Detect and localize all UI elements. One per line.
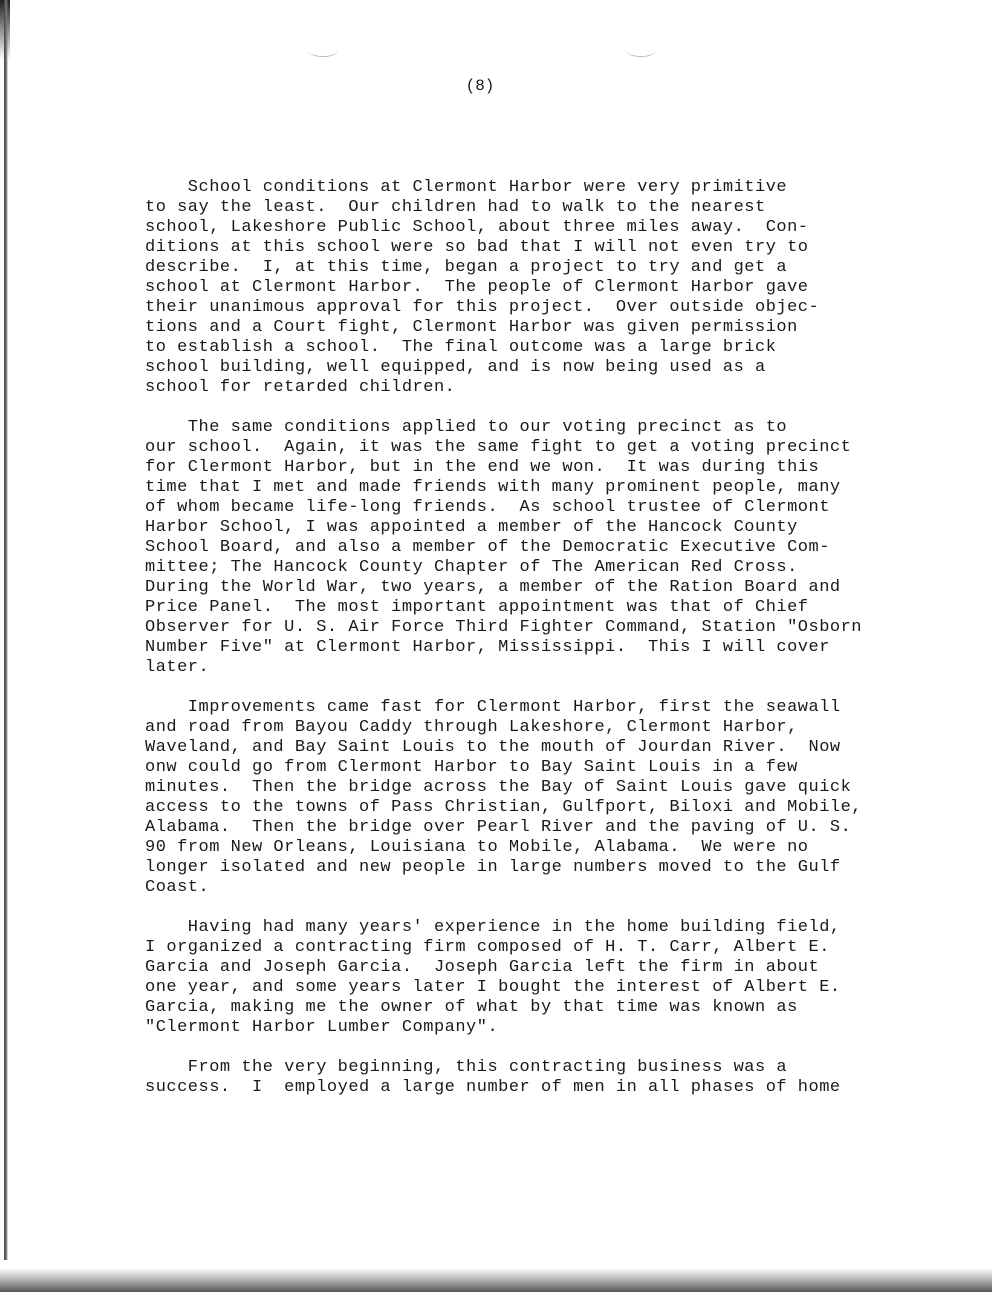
paragraph [145,418,965,678]
text-line: our school. Again, it was the same fight to get a voting precinct [145,438,852,457]
text-line: School conditions at Clermont Harbor were very primitive [145,178,788,197]
text-line: I organized a contracting firm composed of H. T. Carr, Albert E. [145,938,830,957]
text-line: Garcia, making me the owner of what by that time was known as [145,998,798,1017]
text-line: to establish a school. The final outcome was a large brick [145,338,777,357]
text-line: Number Five" at Clermont Harbor, Mississippi. This I will cover [145,638,830,657]
text-line: From the very beginning, this contracting business was a [145,1058,788,1077]
paragraph [145,698,965,898]
text-line: school building, well equipped, and is now being used as a [145,358,766,377]
text-line: later. [145,658,210,677]
text-line: school at Clermont Harbor. The people of Clermont Harbor gave [145,278,809,297]
text-line: their unanimous approval for this project. Over outside objec- [145,298,820,317]
paragraph [145,1058,965,1098]
text-line: school, Lakeshore Public School, about three miles away. Con- [145,218,809,237]
text-line: of whom became life-long friends. As school trustee of Clermont [145,498,830,517]
text-line: During the World War, two years, a member of the Ration Board and [145,578,841,597]
body-text [145,178,965,1118]
scan-bottom-edge [0,1268,992,1292]
text-line: Alabama. Then the bridge over Pearl River and the paving of U. S. [145,818,852,837]
text-line: Harbor School, I was appointed a member of the Hancock County [145,518,798,537]
text-line: tions and a Court fight, Clermont Harbor was given permission [145,318,798,337]
scan-mark-left [308,44,338,57]
page-number: (8) [465,77,495,95]
text-line: access to the towns of Pass Christian, Gulfport, Biloxi and Mobile, [145,798,863,817]
text-line: School Board, and also a member of the Democratic Executive Com- [145,538,830,557]
text-line: one year, and some years later I bought the interest of Albert E. [145,978,841,997]
text-line: The same conditions applied to our voting precinct as to [145,418,788,437]
text-line: "Clermont Harbor Lumber Company". [145,1018,499,1037]
text-line: Waveland, and Bay Saint Louis to the mouth of Jourdan River. Now [145,738,841,757]
text-line: success. I employed a large number of men in all phases of home [145,1078,841,1097]
text-line: ditions at this school were so bad that I will not even try to [145,238,809,257]
text-line: describe. I, at this time, began a project to try and get a [145,258,788,277]
scan-mark-right [626,44,656,57]
text-line: time that I met and made friends with many prominent people, many [145,478,841,497]
text-line: mittee; The Hancock County Chapter of The American Red Cross. [145,558,798,577]
text-line: longer isolated and new people in large numbers moved to the Gulf [145,858,841,877]
text-line: Observer for U. S. Air Force Third Fighter Command, Station "Osborn [145,618,863,637]
text-line: onw could go from Clermont Harbor to Bay Saint Louis in a few [145,758,798,777]
text-line: to say the least. Our children had to walk to the nearest [145,198,766,217]
text-line: minutes. Then the bridge across the Bay of Saint Louis gave quick [145,778,852,797]
text-line: and road from Bayou Caddy through Lakeshore, Clermont Harbor, [145,718,798,737]
text-line: Coast. [145,878,210,897]
text-line: Having had many years' experience in the home building field, [145,918,841,937]
text-line: school for retarded children. [145,378,456,397]
paragraph [145,178,965,398]
paragraph [145,918,965,1038]
scan-left-edge [4,0,8,1260]
text-line: Garcia and Joseph Garcia. Joseph Garcia left the firm in about [145,958,820,977]
text-line: Improvements came fast for Clermont Harbor, first the seawall [145,698,841,717]
text-line: 90 from New Orleans, Louisiana to Mobile, Alabama. We were no [145,838,809,857]
text-line: for Clermont Harbor, but in the end we won. It was during this [145,458,820,477]
text-line: Price Panel. The most important appointment was that of Chief [145,598,809,617]
